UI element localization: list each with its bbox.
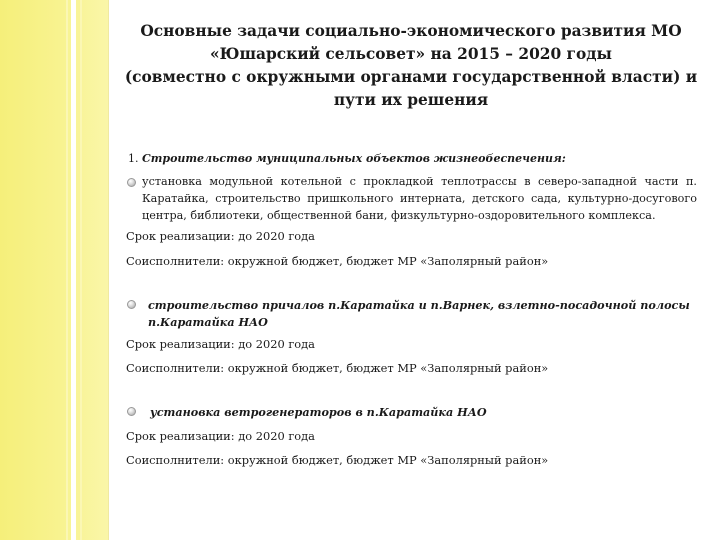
bullet-icon — [127, 178, 136, 187]
sidebar-edge — [108, 0, 109, 540]
slide-title — [122, 20, 700, 112]
item-3-co-executors: Соисполнители: окружной бюджет, бюджет МР «Заполярный район» — [126, 453, 549, 467]
item-3-text: установка ветрогенераторов в п.Каратайка НАО — [150, 405, 487, 419]
sidebar-stripe — [71, 0, 76, 540]
section-heading — [128, 152, 566, 165]
item-3-term: Срок реализации: до 2020 года — [126, 429, 315, 443]
section-number: 1. — [128, 152, 139, 165]
item-2-co-executors: Соисполнители: окружной бюджет, бюджет МР «Заполярный район» — [126, 361, 549, 375]
item-2-text — [148, 297, 693, 331]
item-1-line: центра, библиотеки, общественной бани, физкультурно-оздоровительного комплекса. — [142, 209, 656, 222]
item-1-line: установка модульной котельной с прокладкой теплотрассы в северо-западной части п. — [142, 175, 697, 188]
item-2-line: строительство причалов п.Каратайка и п.Варнек, взлетно-посадочной полосы — [148, 298, 690, 312]
item-1-co-executors: Соисполнители: окружной бюджет, бюджет МР «Заполярный район» — [126, 254, 549, 268]
title-line-1: Основные задачи социально-экономического развития МО — [140, 22, 682, 40]
title-line-4: пути их решения — [333, 91, 489, 109]
item-1-text — [142, 173, 697, 224]
item-1-line: Каратайка, строительство пришкольного интерната, детского сада, культурно-досугового — [142, 192, 697, 205]
title-line-3: (совместно с окружными органами государственной власти) и — [124, 68, 698, 86]
bullet-icon — [127, 407, 136, 416]
section-label: Строительство муниципальных объектов жизнеобеспечения: — [142, 152, 566, 165]
decorative-sidebar — [0, 0, 108, 540]
bullet-icon — [127, 300, 136, 309]
sidebar-stripe — [80, 0, 82, 540]
item-1-term: Срок реализации: до 2020 года — [126, 229, 315, 243]
item-2-line: п.Каратайка НАО — [148, 315, 268, 329]
title-line-2: «Юшарский сельсовет» на 2015 – 2020 годы — [210, 45, 612, 63]
item-2-term: Срок реализации: до 2020 года — [126, 337, 315, 351]
sidebar-stripe — [66, 0, 68, 540]
